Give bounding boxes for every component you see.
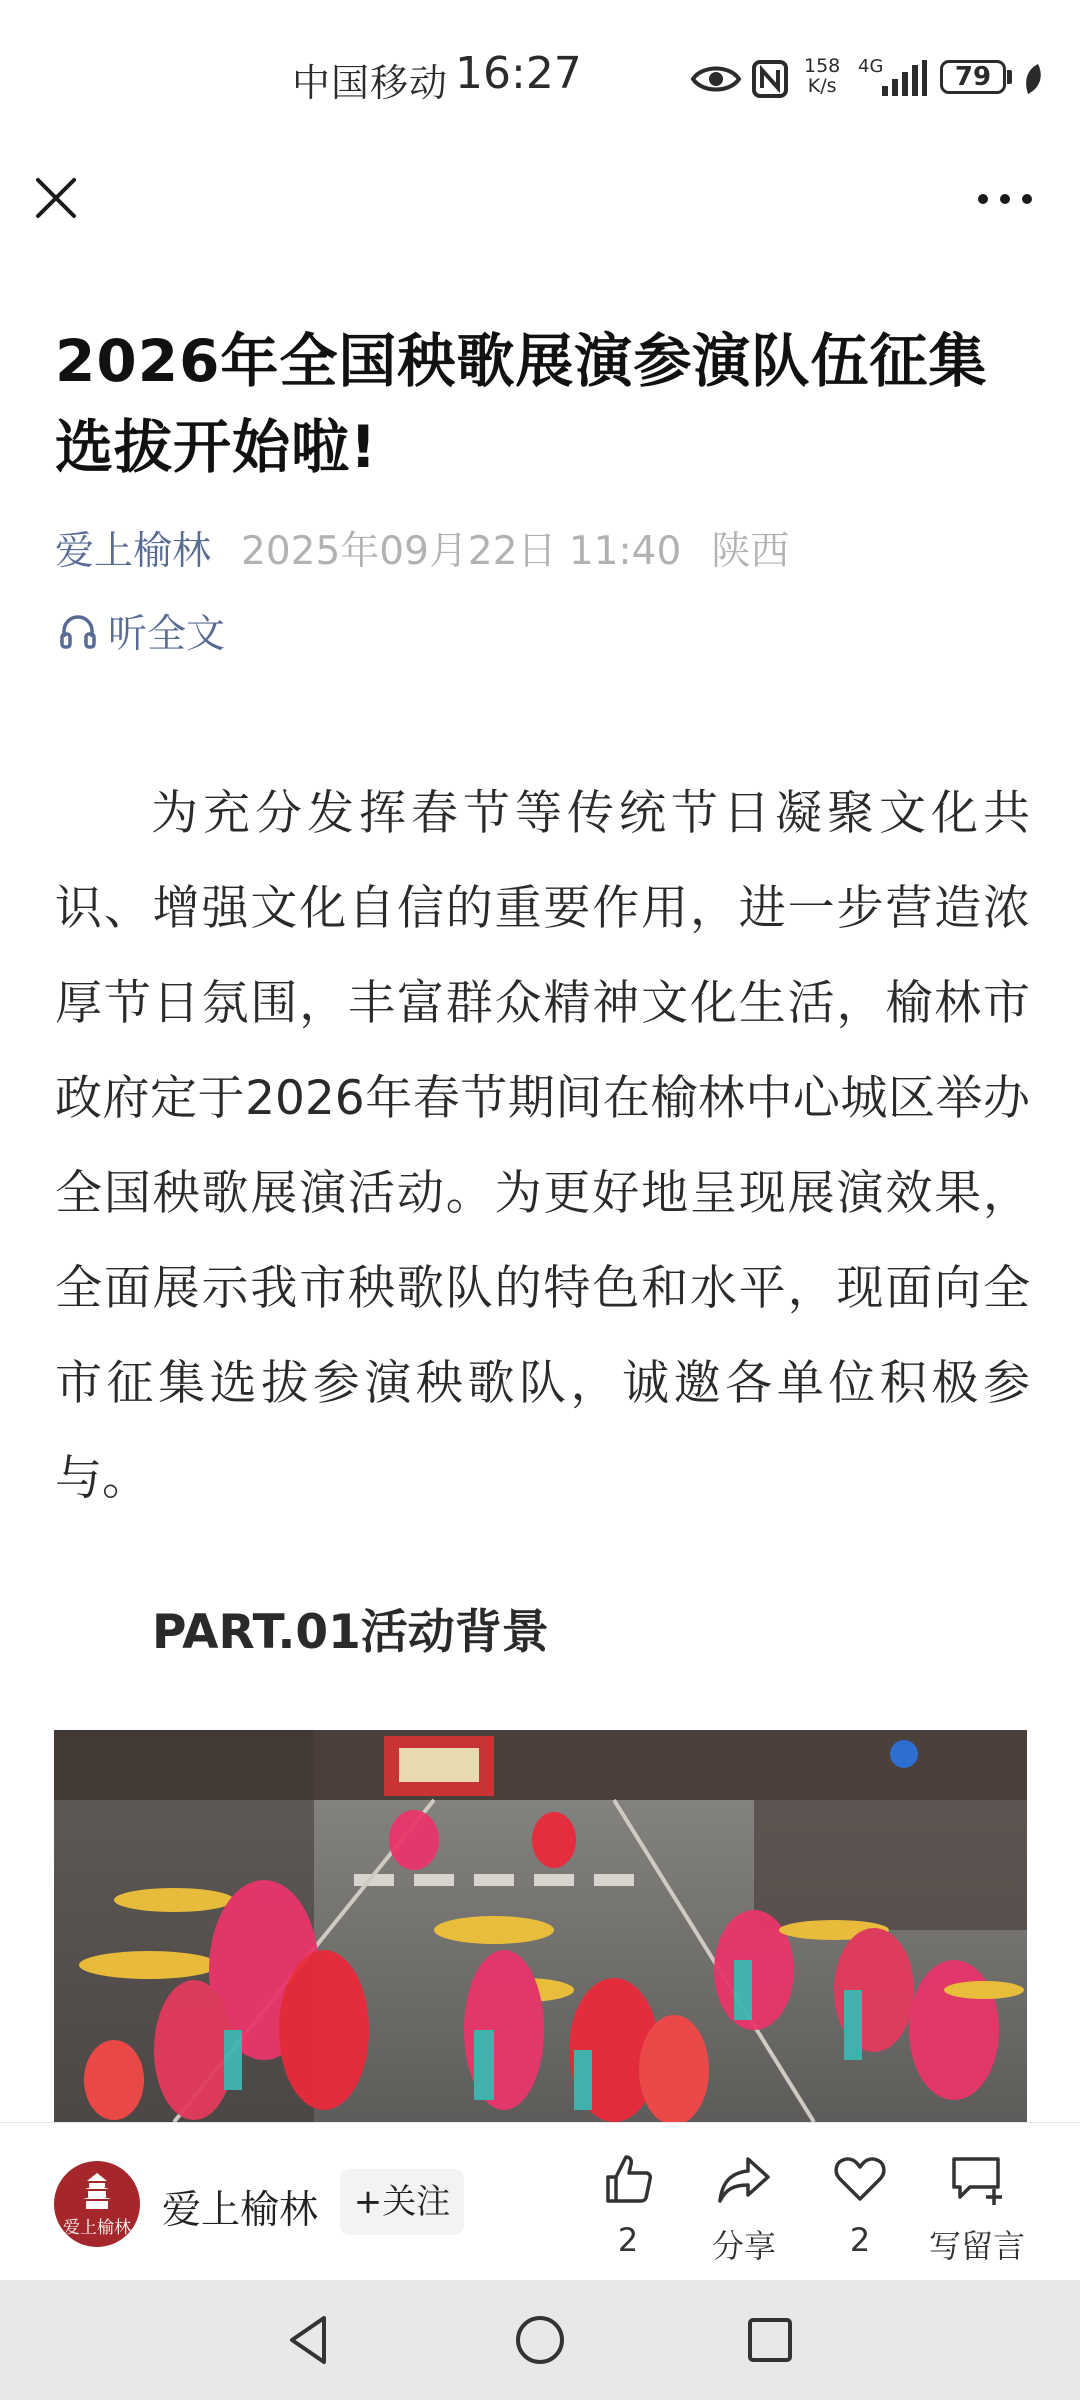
avatar[interactable] bbox=[54, 2161, 140, 2247]
heart-icon bbox=[832, 2151, 888, 2207]
share-button[interactable] bbox=[694, 2151, 794, 2267]
article-paragraph: 为充分发挥春节等传统节日凝聚文化共识、增强文化自信的重要作用，进一步营造浓厚节日氛围，丰富群众精神文化生活，榆林市政府定于2026年春节期间在榆林中心城区举办全国秧歌展演活动。为更好地呈现展演效果，全面展示我市秧歌队的特色和水平，现面向全市征集选拔参演秧歌队，诚邀各单位积极参与。 bbox=[55, 786, 1030, 1506]
account-name[interactable]: 爱上榆林 bbox=[162, 2188, 319, 2233]
home-icon[interactable] bbox=[510, 2310, 570, 2370]
speed-unit: K/s bbox=[807, 75, 837, 97]
listen-label: 听全文 bbox=[108, 612, 226, 657]
follow-button[interactable]: +关注 bbox=[340, 2169, 464, 2235]
signal-icon bbox=[880, 60, 928, 98]
eye-icon bbox=[690, 62, 742, 96]
status-bar bbox=[0, 0, 1080, 150]
status-time: 16:27 bbox=[455, 48, 582, 99]
battery-tip bbox=[1007, 70, 1012, 84]
listen-button[interactable] bbox=[58, 603, 225, 659]
carrier-name: 中国移动 bbox=[292, 61, 449, 105]
share-icon bbox=[716, 2151, 772, 2207]
action-bar bbox=[0, 2122, 1080, 2281]
location: 陕西 bbox=[711, 529, 790, 574]
publish-date: 2025年09月22日 11:40 bbox=[241, 529, 682, 574]
like-button[interactable] bbox=[578, 2151, 678, 2259]
thumbs-up-icon bbox=[600, 2151, 656, 2207]
article-title: 2026年全国秧歌展演参演队伍征集选拔开始啦! bbox=[55, 327, 988, 481]
system-nav-bar bbox=[0, 2280, 1080, 2400]
share-label: 分享 bbox=[711, 2227, 776, 2265]
pagoda-logo-icon bbox=[81, 2171, 113, 2211]
leaf-icon bbox=[1022, 62, 1044, 96]
like-count: 2 bbox=[617, 2221, 639, 2259]
section-heading: PART.01活动背景 bbox=[152, 1605, 549, 1660]
favorite-count: 2 bbox=[849, 2221, 871, 2259]
author-link[interactable]: 爱上榆林 bbox=[55, 529, 212, 574]
parade-photo bbox=[54, 1730, 1027, 2122]
nfc-icon bbox=[752, 60, 788, 98]
headphones-icon bbox=[58, 611, 98, 651]
close-icon[interactable] bbox=[28, 170, 84, 226]
avatar-label: 爱上榆林 bbox=[63, 2218, 131, 2238]
comment-button[interactable] bbox=[927, 2151, 1027, 2267]
article-image[interactable] bbox=[54, 1730, 1027, 2122]
network-speed bbox=[804, 56, 840, 96]
more-icon[interactable] bbox=[976, 176, 1034, 222]
network-type: 4G bbox=[858, 56, 884, 77]
recents-icon[interactable] bbox=[740, 2310, 800, 2370]
comment-label: 写留言 bbox=[928, 2227, 1025, 2265]
speed-value: 158 bbox=[804, 55, 841, 77]
back-icon[interactable] bbox=[280, 2310, 340, 2370]
article-meta bbox=[55, 520, 789, 576]
battery-icon: 79 bbox=[940, 60, 1006, 94]
comment-icon bbox=[948, 2151, 1006, 2207]
favorite-button[interactable] bbox=[810, 2151, 910, 2259]
